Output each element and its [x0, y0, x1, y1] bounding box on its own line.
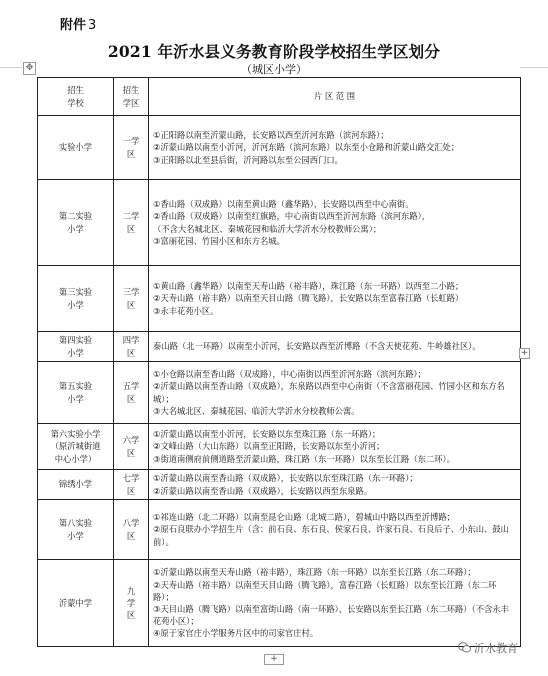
area-cell [149, 500, 521, 560]
district-cell [114, 424, 149, 470]
table-row [38, 332, 521, 362]
attachment-number: 3 [88, 18, 97, 33]
attachment-text: 附件 [60, 18, 87, 33]
area-cell-line: ①小仓路以南至香山路（双成路），中心南街以西至沂河东路（滨河东路）； [153, 369, 426, 380]
school-cell-line: 第八实验 [58, 518, 93, 529]
area-cell-line: ③街道南侧府前侧道路至沂蒙山路，珠江路（东一环路）以东至长江路（东二环）。 [153, 453, 455, 464]
district-cell-line: 区 [126, 393, 136, 404]
area-cell [149, 266, 521, 332]
school-cell-line: 第二实验 [58, 211, 93, 222]
school-cell [38, 560, 114, 647]
district-cell-line: 区 [126, 223, 136, 234]
school-cell [38, 266, 114, 332]
district-cell [114, 362, 149, 424]
district-cell-line: 区 [126, 485, 136, 496]
table-move-handle-icon[interactable]: ✥ [23, 62, 36, 75]
district-cell-line: 学 [126, 597, 136, 608]
wechat-icon [458, 642, 471, 656]
area-cell-line: ③天目山路（腾飞路）以南至富街山路（南一环路），长安路以东至长江路（东二环路）（不含永丰花苑小区）； [153, 604, 509, 627]
district-cell-line: 区 [126, 530, 136, 541]
area-cell-line: ②天寿山路（裕丰路）以南至天目山路（腾飞路），富春江路（长虹路）以东至长江路（东二环路）； [153, 579, 497, 602]
district-cell [114, 500, 149, 560]
area-cell-line: ②天寿山路（裕丰路）以南至天目山路（腾飞路），长安路以东至富春江路（长虹路） [153, 293, 464, 304]
table-row [38, 180, 521, 266]
district-cell [114, 266, 149, 332]
table-row [38, 266, 521, 332]
district-table [37, 77, 521, 647]
header-area: 片 区 范 围 [149, 78, 521, 116]
area-cell-line: ①祁连山路（北二环路）以南至昆仑山路（北城二路），碧城山中路以西至沂博路； [153, 512, 455, 523]
district-cell [114, 560, 149, 647]
district-cell-line: 八学 [122, 518, 140, 529]
area-cell [149, 362, 521, 424]
area-cell-line: ④原于家官庄小学服务片区中的司家官庄村。 [153, 628, 319, 639]
header-school [38, 78, 114, 116]
district-cell-line: 区 [126, 447, 136, 458]
header-district-line: 招生 [122, 85, 140, 96]
document-subtitle: （城区小学） [241, 63, 307, 76]
school-cell-line: 小学 [67, 223, 84, 234]
school-cell-line: 中心小学） [54, 453, 97, 464]
table-row [38, 116, 521, 180]
school-cell-line: 沂蒙中学 [58, 597, 93, 608]
district-cell-line: 七学 [122, 473, 140, 484]
district-cell-line: 四学 [122, 335, 140, 346]
school-cell-line: 第五实验 [58, 381, 93, 392]
area-cell-line: ①黄山路（鑫华路）以南至天寿山路（裕丰路），珠江路（东一环路）以西至二小路； [153, 281, 464, 292]
district-cell-line: 五学 [122, 381, 140, 392]
district-cell-line: 三学 [122, 287, 140, 298]
area-cell-line: ①沂蒙山路以南至香山路（双成路），长安路以东至珠江路（东一环路）； [153, 473, 418, 484]
district-cell [114, 180, 149, 266]
document-title: 2021 年沂水县义务教育阶段学校招生学区划分 [107, 42, 441, 61]
school-cell [38, 116, 114, 180]
school-cell-line: 第六实验小学 [50, 429, 101, 440]
district-cell-line: 区 [126, 148, 136, 159]
district-cell [114, 332, 149, 362]
school-cell-line: 小学 [67, 530, 84, 541]
area-cell-line: ②沂蒙山路以南至香山路（双成路），东泉路以西至中心南街（不含富丽花园、竹园小区和东方名城）； [153, 381, 505, 404]
area-cell-line: ①香山路（双成路）以南至黄山路（鑫华路），长安路以西至中心南街。 [153, 199, 414, 210]
school-cell-line: 小学 [67, 393, 84, 404]
area-cell-line: ②原石良联办小学招生片（含：前石良、东石良、侯家石良、许家石良、石良后子、小东山、鼓山前）。 [153, 524, 509, 547]
school-cell-line: 小学 [67, 299, 84, 310]
school-cell-line: 小学 [67, 347, 84, 358]
area-cell [149, 424, 521, 470]
table-row [38, 362, 521, 424]
header-school-line: 招生 [67, 85, 84, 96]
school-cell-line: 第四实验 [58, 335, 93, 346]
school-cell [38, 180, 114, 266]
area-cell-line: ②香山路（双成路）以南至红旗路，中心南街以西至沂河东路（滨河东路）， [153, 211, 431, 222]
area-cell [149, 180, 521, 266]
header-district [114, 78, 149, 116]
area-cell-line: ③富丽花园、竹园小区和东方名城。 [153, 235, 285, 246]
school-cell-line: （原沂城街道 [50, 441, 101, 452]
school-cell [38, 470, 114, 500]
area-cell-line: 泰山路（北一环路）以南至小沂河，长安路以西至沂博路（不含天使花苑、牛岭雄社区）。 [153, 341, 481, 352]
add-row-icon[interactable]: + [264, 654, 284, 665]
area-cell-line: ②文峰山路（大山东路）以南至正阳路，长安路以东至小沂河； [153, 441, 385, 452]
district-cell-line: 区 [126, 299, 136, 310]
area-cell-line: ①沂蒙山路以南至小沂河，长安路以东至珠江路（东一环路）； [153, 429, 381, 440]
area-cell-line: ①沂蒙山路以南至天寿山路（裕丰路），珠江路（东一环路）以东至长江路（东二环路）； [153, 567, 476, 578]
district-cell-line: 一学 [122, 136, 140, 147]
area-cell-line: ③永丰花苑小区。 [153, 305, 219, 316]
watermark-text: 沂水教育 [474, 642, 518, 655]
area-cell-line: （不含大名城北区、秦城花园和临沂大学沂水分校教师公寓）； [153, 223, 382, 234]
school-cell [38, 500, 114, 560]
area-cell [149, 116, 521, 180]
table-body [38, 116, 521, 647]
district-cell [114, 116, 149, 180]
school-cell-line: 实验小学 [58, 142, 93, 153]
table-row [38, 500, 521, 560]
district-cell-line: 区 [126, 347, 136, 358]
area-cell [149, 560, 521, 647]
table-header-row [38, 78, 521, 116]
header-district-line: 学区 [122, 97, 140, 108]
area-cell-line: ③大名城北区、秦城花园、临沂大学沂水分校教师公寓。 [153, 405, 360, 416]
attachment-label [60, 14, 96, 33]
school-cell [38, 362, 114, 424]
area-cell [149, 470, 521, 500]
school-cell-line: 第三实验 [58, 287, 93, 298]
school-cell [38, 332, 114, 362]
header-school-line: 学校 [67, 97, 84, 108]
district-cell-line: 九 [126, 585, 136, 596]
area-cell [149, 332, 521, 362]
district-cell-line: 六学 [122, 435, 140, 446]
district-cell [114, 470, 149, 500]
school-cell [38, 424, 114, 470]
district-cell-line: 二学 [122, 211, 140, 222]
area-cell-line: ①正阳路以南至沂蒙山路，长安路以西至沂河东路（滨河东路）； [153, 130, 389, 141]
district-cell-line: 区 [126, 610, 136, 621]
table-row [38, 424, 521, 470]
add-column-icon[interactable]: + [520, 348, 529, 358]
watermark [458, 640, 518, 656]
area-cell-line: ②沂蒙山路以南至小沂河，沂河东路（滨河东路）以东至小仓路和沂蒙山路交汇处； [153, 142, 460, 153]
area-cell-line: ②沂蒙山路以南至香山路（双成路），长安路以西至东泉路。 [153, 485, 373, 496]
table-row [38, 470, 521, 500]
table-row [38, 560, 521, 647]
area-cell-line: ③正阳路以北至县后街，沂河路以东至公园西门口。 [153, 154, 343, 165]
school-cell-line: 锦绣小学 [58, 479, 93, 490]
